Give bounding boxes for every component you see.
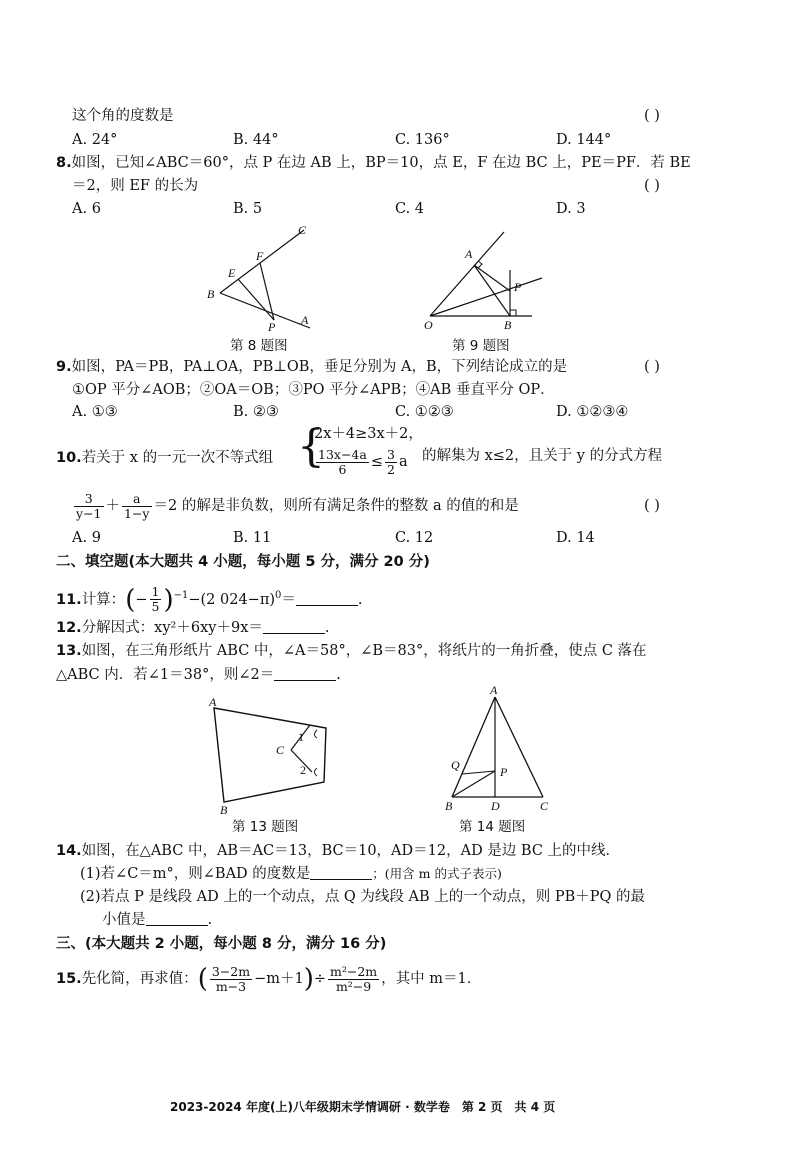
q15-left-paren: ( [197, 964, 208, 994]
q11-minus: − [135, 591, 148, 608]
fig13-label-c: C [276, 743, 285, 757]
q15-fraction-1 [210, 965, 252, 994]
q11-line: 11.计算：(− $\frac{1}{5}$ )$^{-1}$−(2 024−π)$^0$＝ . [56, 584, 363, 615]
q9-answer-paren: ( ) [644, 359, 660, 375]
q10-ineq2-r-denominator: 2 [387, 461, 395, 477]
fig14-label-q: Q [451, 758, 460, 772]
figure-14-diagram [440, 683, 560, 815]
q7-option-d: D. 144° [556, 132, 612, 148]
q14-sub2-text: 小值是 [102, 912, 146, 928]
q8-number: 8. [56, 155, 72, 171]
fig13-angle-mark-1 [315, 730, 318, 738]
fig9-label-o: O [424, 318, 433, 332]
q10-eq-f2-numerator: a [122, 492, 152, 507]
q10-eq-f1-numerator: 3 [74, 492, 104, 507]
page-footer: 2023-2024 年度(上)八年级期末学情调研 · 数学卷 第 2 页 共 4 页 [170, 1100, 556, 1114]
q15-number: 15. [56, 971, 82, 987]
fig9-segment-ap [474, 265, 510, 291]
q11-zero-exponent: 0 [275, 590, 282, 601]
q11-denominator: 5 [151, 599, 160, 615]
fig13-folded-paper [214, 708, 326, 802]
q10-ineq2-right-fraction [385, 448, 397, 477]
q8-option-c: C. 4 [395, 201, 425, 217]
fig14-label-d: D [491, 799, 500, 813]
fig9-label-a: A [465, 247, 473, 261]
section-2-header: 二、填空题(本大题共 4 小题，每小题 5 分，满分 20 分) [56, 554, 430, 570]
q11-right-paren: ) [163, 584, 174, 615]
q8-stem-line1 [56, 153, 691, 173]
q10-eq-plus: ＋ [105, 498, 120, 514]
q7-option-c: C. 136° [395, 132, 450, 148]
q7-option-b: B. 44° [233, 132, 279, 148]
q10-ineq2-r-numerator: 3 [387, 446, 395, 462]
fig13-label-a: A [209, 695, 217, 709]
q15-line [56, 962, 481, 996]
q10-tail: 的解集为 x≤2，且关于 y 的分式方程 [422, 448, 663, 464]
q10-inequality-1: 2x＋4≥3x＋2， [314, 426, 423, 442]
q10-eq-rest: ＝2 的解是非负数，则所有满足条件的整数 a 的值的和是 [153, 498, 519, 514]
fig9-label-p: P [514, 280, 522, 294]
q8-option-b: B. 5 [233, 201, 263, 217]
q10-ineq2-numerator: 13x−4a [318, 446, 367, 462]
figure-13-diagram [200, 690, 340, 818]
fig14-side-ab [452, 697, 495, 797]
fig13-angle-mark-2 [315, 768, 318, 776]
q10-ineq2-denominator: 6 [338, 461, 347, 477]
q7-continuation: 这个角的度数是 [72, 108, 174, 124]
fig8-label-f: F [256, 249, 264, 263]
fig9-label-b: B [504, 318, 512, 332]
q9-option-d: D. ①②③④ [556, 404, 629, 420]
q10-lead-text: 若关于 x 的一元一次不等式组 [81, 450, 274, 466]
figure-14-caption: 第 14 题图 [459, 819, 526, 835]
q8-text-1: 如图，已知∠ABC＝60°，点 P 在边 AB 上，BP＝10，点 E，F 在边 BC 上，PE＝PF．若 BE [71, 155, 691, 171]
q10-ineq2-variable: a [398, 454, 408, 470]
q10-option-a: A. 9 [72, 530, 101, 546]
q11-number: 11. [56, 591, 82, 608]
q7-answer-paren: ( ) [644, 108, 660, 124]
fig8-label-b: B [207, 287, 215, 301]
q12-answer-blank[interactable] [263, 619, 325, 634]
q14-subquestion-2-line2: 小值是 . [102, 912, 213, 928]
q10-option-b: B. 11 [233, 530, 272, 546]
q13-stem-line2: △ABC 内．若∠1＝38°，则∠2＝ . [56, 667, 341, 683]
section-3-header: 三、(本大题共 2 小题，每小题 8 分，满分 16 分) [56, 936, 387, 952]
q8-option-a: A. 6 [72, 201, 101, 217]
q15-f1-denominator: m−3 [215, 978, 247, 994]
q8-option-d: D. 3 [556, 201, 586, 217]
fig14-label-a: A [490, 683, 498, 697]
q8-stem-line2: ＝2，则 EF 的长为 [72, 178, 199, 194]
q11-answer-blank[interactable] [296, 591, 358, 606]
q9-number: 9. [56, 359, 72, 375]
q11-left-paren: ( [125, 584, 136, 615]
figure-9-diagram [420, 225, 550, 337]
q10-system-brace: { [297, 421, 325, 472]
q9-option-a: A. ①③ [72, 404, 118, 420]
fig14-segment-bp [452, 771, 495, 797]
q13-text-1: 如图，在三角形纸片 ABC 中，∠A＝58°，∠B＝83°，将纸片的一角折叠，使点 C 落在 [81, 643, 647, 659]
q7-option-a: A. 24° [72, 132, 118, 148]
q11-equals: ＝ [281, 591, 296, 608]
q10-ineq2-relation: ≤ [370, 454, 383, 470]
q15-fraction-2 [328, 965, 379, 994]
q14-sub1-note: ；(用含 m 的式子表示) [372, 866, 502, 881]
q10-eq-f2-denominator: 1−y [124, 505, 150, 521]
fig8-label-a: A [301, 313, 309, 327]
q10-ineq2-left-fraction [316, 448, 369, 477]
fig13-label-1: 1 [298, 730, 304, 744]
q10-equation-line [72, 490, 519, 522]
q14-subquestion-2-line1: (2)若点 P 是线段 AD 上的一个动点，点 Q 为线段 AB 上的一个动点，则 PB＋PQ 的最 [80, 889, 646, 905]
q14-sub2-answer-blank[interactable] [146, 911, 208, 926]
q8-answer-paren: ( ) [644, 178, 660, 194]
q11-exponent: −1 [173, 590, 189, 601]
fig14-label-p: P [500, 765, 508, 779]
fig9-right-angle-b [510, 310, 516, 316]
q10-eq-fraction-1 [74, 492, 104, 521]
q15-prefix: 先化简，再求值： [81, 971, 198, 987]
q11-fraction [150, 585, 162, 614]
q15-right-paren: ) [303, 964, 314, 994]
fig14-label-c: C [540, 799, 549, 813]
q13-answer-blank[interactable] [274, 666, 336, 681]
q10-option-c: C. 12 [395, 530, 434, 546]
q14-text-1: 如图，在△ABC 中，AB＝AC＝13，BC＝10，AD＝12，AD 是边 BC 上的中线． [81, 843, 621, 859]
q9-text-1: 如图，PA＝PB，PA⊥OA，PB⊥OB，垂足分别为 A，B，下列结论成立的是 [71, 359, 568, 375]
q13-stem-line1 [56, 641, 647, 661]
fig8-label-e: E [228, 266, 236, 280]
q9-stem-line1 [56, 357, 567, 377]
q11-prefix: 计算： [81, 591, 126, 608]
q11-middle: −(2 024−π) [188, 591, 276, 608]
q12-number: 12. [56, 620, 82, 636]
q14-subquestion-1 [80, 864, 502, 884]
q15-f2-numerator: m²−2m [330, 963, 378, 979]
figure-8-caption: 第 8 题图 [230, 338, 288, 354]
q9-stem-line2: ①OP 平分∠AOB；②OA＝OB；③PO 平分∠APB；④AB 垂直平分 OP． [72, 382, 555, 398]
fig8-label-c: C [298, 223, 307, 237]
q15-tail: ，其中 m＝1． [381, 971, 482, 987]
q10-eq-fraction-2 [122, 492, 152, 521]
fig14-label-b: B [445, 799, 453, 813]
q12-text: 分解因式：xy²＋6xy＋9x＝ [81, 620, 263, 636]
figure-8-diagram [200, 220, 330, 338]
q10-lead [56, 448, 273, 468]
q10-number: 10. [56, 450, 82, 466]
fig13-label-b: B [220, 803, 228, 817]
q13-number: 13. [56, 643, 82, 659]
q14-sub1-text: (1)若∠C＝m°，则∠BAD 的度数是 [80, 866, 311, 882]
q15-middle: −m＋1 [254, 971, 304, 987]
q11-numerator: 1 [151, 584, 160, 600]
q10-eq-f1-denominator: y−1 [76, 505, 102, 521]
q10-option-d: D. 14 [556, 530, 595, 546]
q14-stem-line1 [56, 841, 620, 861]
q12-line: 12.分解因式：xy²＋6xy＋9x＝ . [56, 620, 330, 636]
fig8-label-p: P [268, 320, 276, 334]
q15-f1-numerator: 3−2m [211, 963, 251, 979]
q9-option-c: C. ①②③ [395, 404, 454, 420]
q14-sub1-answer-blank[interactable] [310, 865, 372, 880]
figure-9-caption: 第 9 题图 [452, 338, 510, 354]
q15-f2-denominator: m²−9 [335, 978, 372, 994]
q9-option-b: B. ②③ [233, 404, 279, 420]
q14-number: 14. [56, 843, 82, 859]
fig14-side-ac [495, 697, 543, 797]
fig13-label-2: 2 [300, 763, 306, 777]
q15-divide: ÷ [313, 971, 327, 987]
q10-answer-paren: ( ) [644, 498, 660, 514]
figure-13-caption: 第 13 题图 [232, 819, 299, 835]
q10-inequality-2 [314, 446, 408, 478]
q13-text-2: △ABC 内．若∠1＝38°，则∠2＝ [56, 667, 275, 683]
fig9-right-angle-a [478, 261, 482, 268]
